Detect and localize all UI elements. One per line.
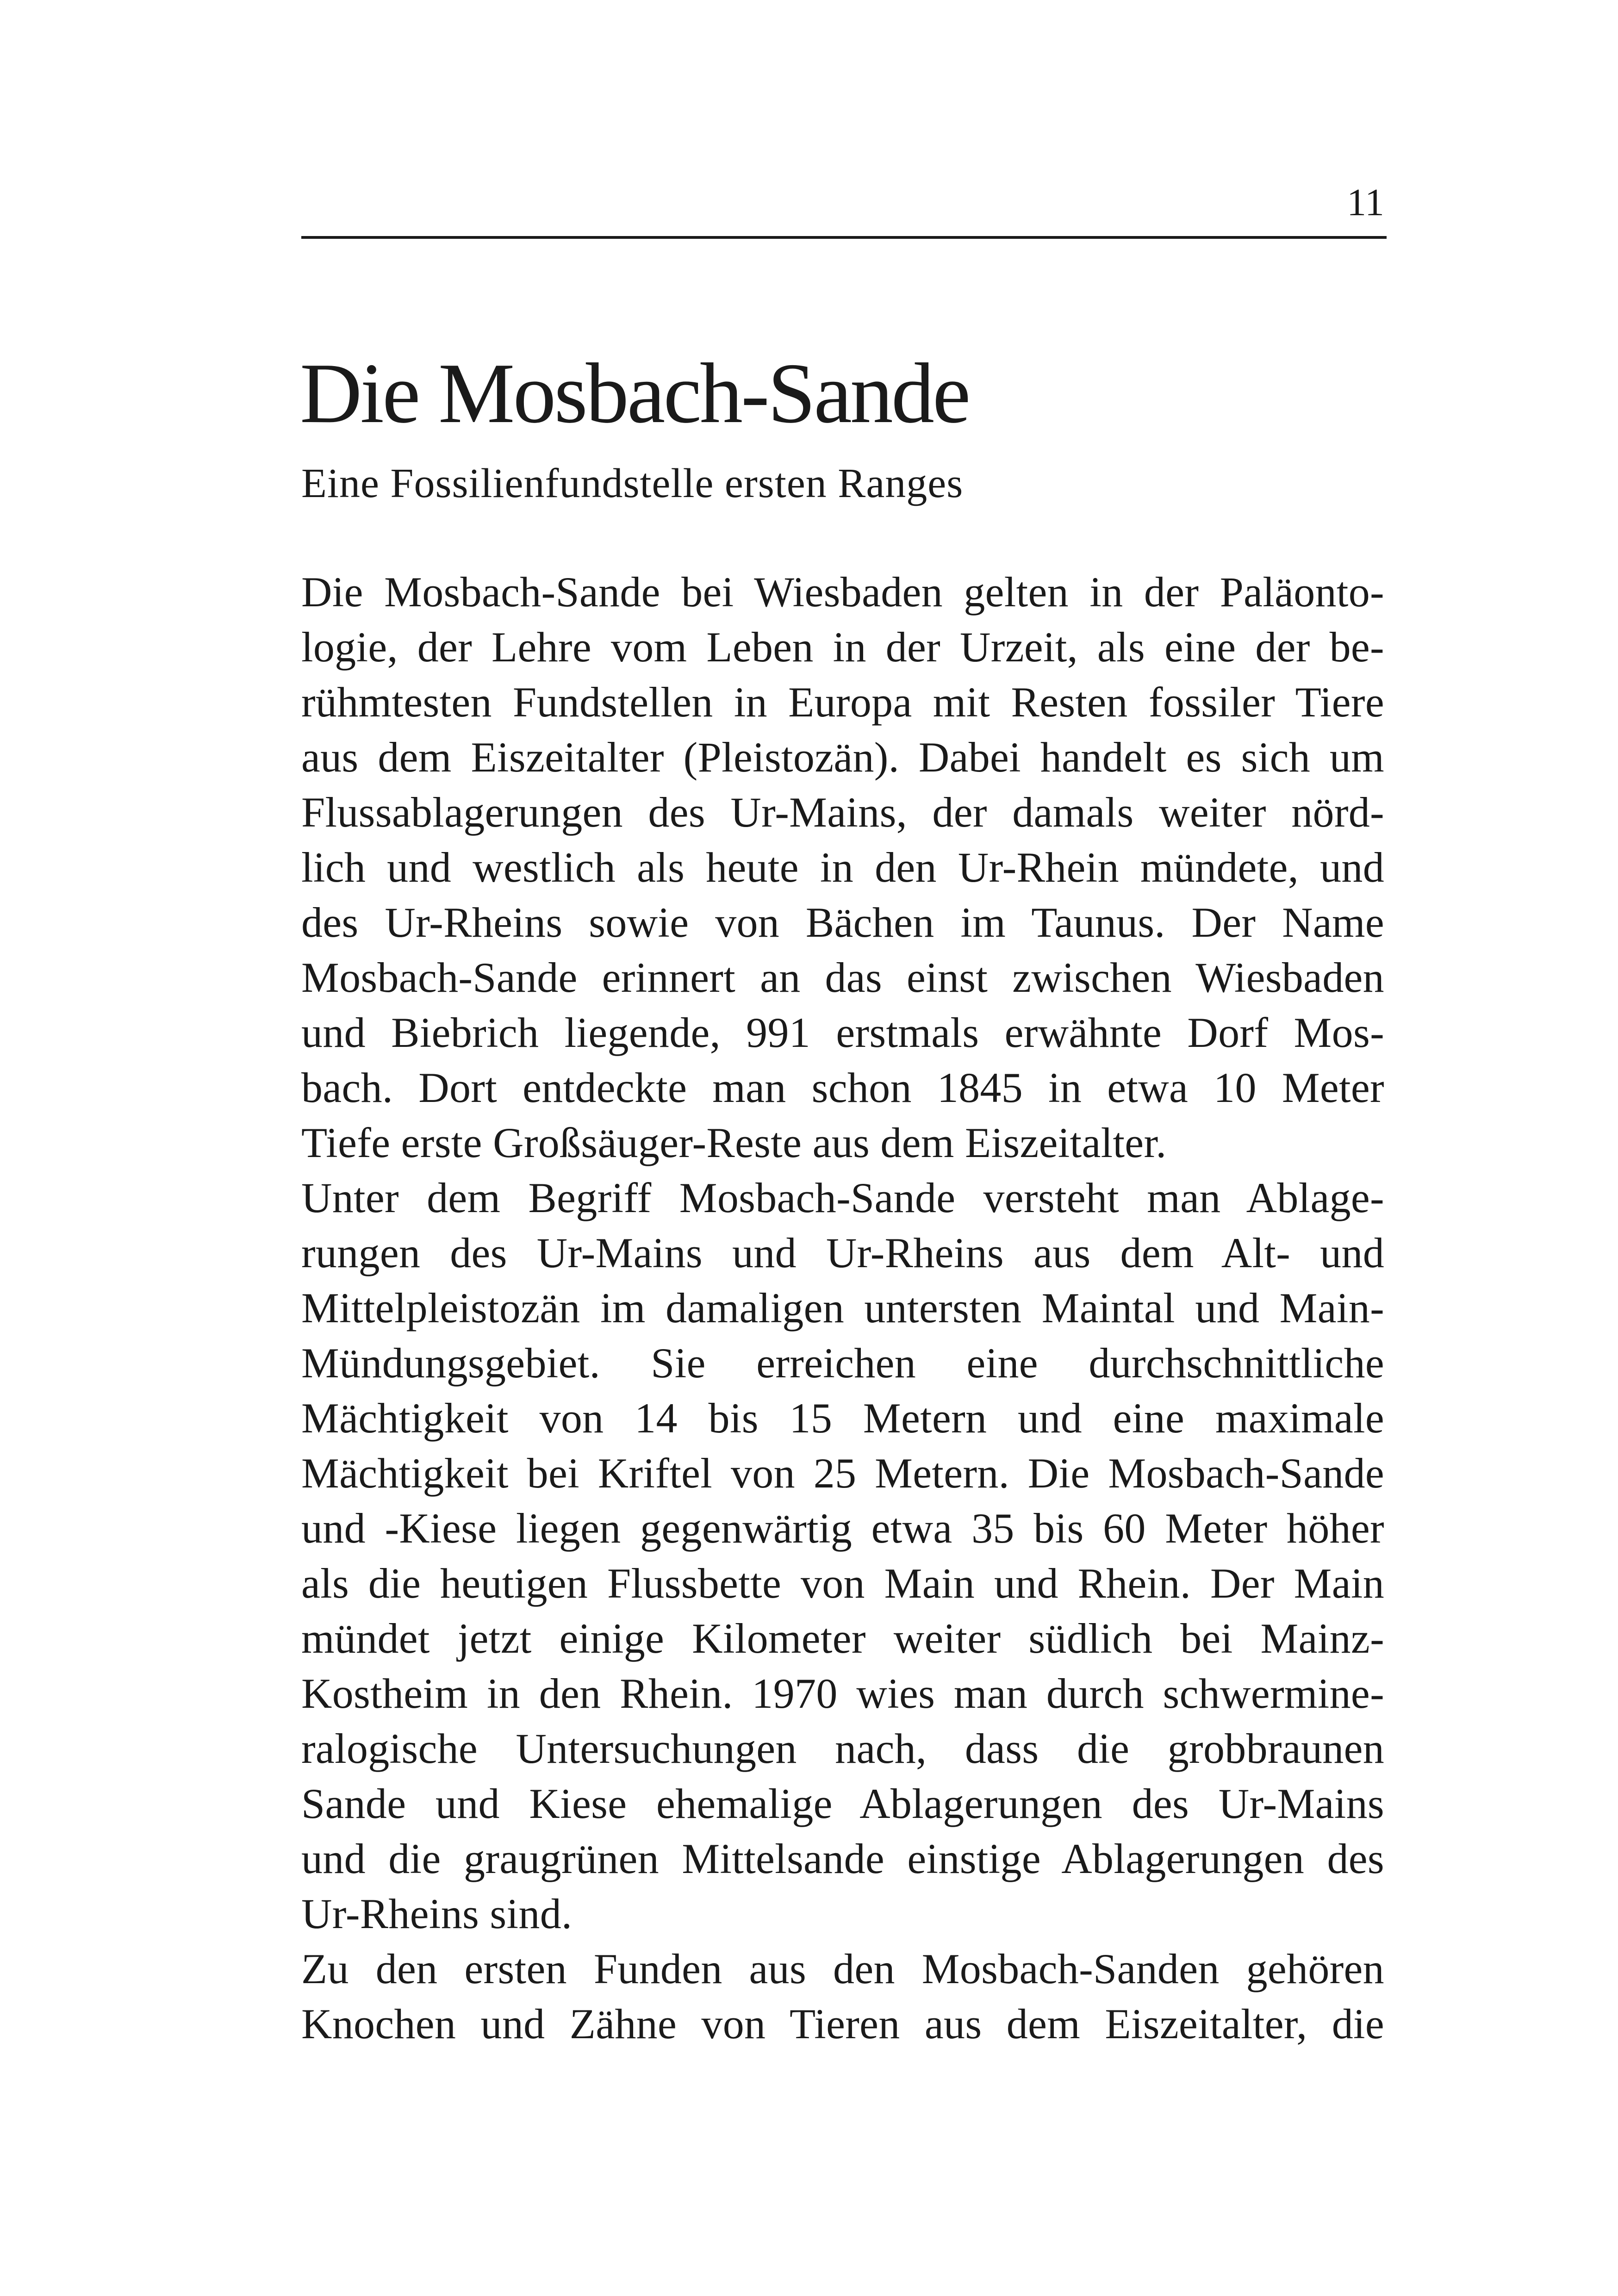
page-number: 11 — [1347, 181, 1384, 224]
body-line: Zu den ersten Funden aus den Mosbach-Sanden gehören — [301, 1945, 1384, 1992]
article-body — [301, 565, 1384, 2052]
body-line: Knochen und Zähne von Tieren aus dem Eiszeitalter, die — [301, 2000, 1384, 2047]
body-line: als die heutigen Flussbette von Main und Rhein. Der Main — [301, 1560, 1384, 1607]
body-line: aus dem Eiszeitalter (Pleistozän). Dabei handelt es sich um — [301, 734, 1384, 781]
body-line: und -Kiese liegen gegenwärtig etwa 35 bis 60 Meter höher — [301, 1505, 1384, 1552]
body-line: rühmtesten Fundstellen in Europa mit Resten fossiler Tiere — [301, 678, 1384, 726]
body-line: Mächtigkeit bei Kriftel von 25 Metern. Die Mosbach-Sande — [301, 1450, 1384, 1497]
article-title: Die Mosbach-Sande — [300, 346, 969, 441]
body-line: Mächtigkeit von 14 bis 15 Metern und eine maximale — [301, 1394, 1384, 1442]
body-line: mündet jetzt einige Kilometer weiter südlich bei Mainz- — [301, 1615, 1384, 1662]
body-line: Die Mosbach-Sande bei Wiesbaden gelten in der Paläonto- — [301, 568, 1384, 616]
body-line: Sande und Kiese ehemalige Ablagerungen des Ur-Mains — [301, 1780, 1384, 1827]
body-line: Mosbach-Sande erinnert an das einst zwischen Wiesbaden — [301, 954, 1384, 1001]
body-line: Kostheim in den Rhein. 1970 wies man durch schwermine- — [301, 1670, 1384, 1717]
body-line: und Biebrich liegende, 991 erstmals erwähnte Dorf Mos- — [301, 1009, 1384, 1056]
body-line: Flussablagerungen des Ur-Mains, der damals weiter nörd- — [301, 789, 1384, 836]
body-line: und die graugrünen Mittelsande einstige Ablagerungen des — [301, 1835, 1384, 1882]
body-line: Mündungsgebiet. Sie erreichen eine durchschnittliche — [301, 1339, 1384, 1387]
article-subtitle: Eine Fossilienfundstelle ersten Ranges — [301, 460, 964, 506]
body-line: logie, der Lehre vom Leben in der Urzeit, als eine der be- — [301, 623, 1384, 671]
header-rule — [301, 236, 1387, 239]
body-line: Tiefe erste Großsäuger-Reste aus dem Eiszeitalter. — [301, 1119, 1167, 1166]
body-line: Ur-Rheins sind. — [301, 1890, 573, 1937]
body-line: des Ur-Rheins sowie von Bächen im Taunus. Der Name — [301, 899, 1384, 946]
body-line: rungen des Ur-Mains und Ur-Rheins aus dem Alt- und — [301, 1229, 1384, 1276]
body-line: lich und westlich als heute in den Ur-Rhein mündete, und — [301, 844, 1384, 891]
body-line: ralogische Untersuchungen nach, dass die grobbraunen — [301, 1725, 1384, 1772]
body-line: Unter dem Begriff Mosbach-Sande versteht man Ablage- — [301, 1174, 1384, 1221]
body-line: bach. Dort entdeckte man schon 1845 in etwa 10 Meter — [301, 1064, 1384, 1111]
body-line: Mittelpleistozän im damaligen untersten Maintal und Main- — [301, 1284, 1384, 1332]
